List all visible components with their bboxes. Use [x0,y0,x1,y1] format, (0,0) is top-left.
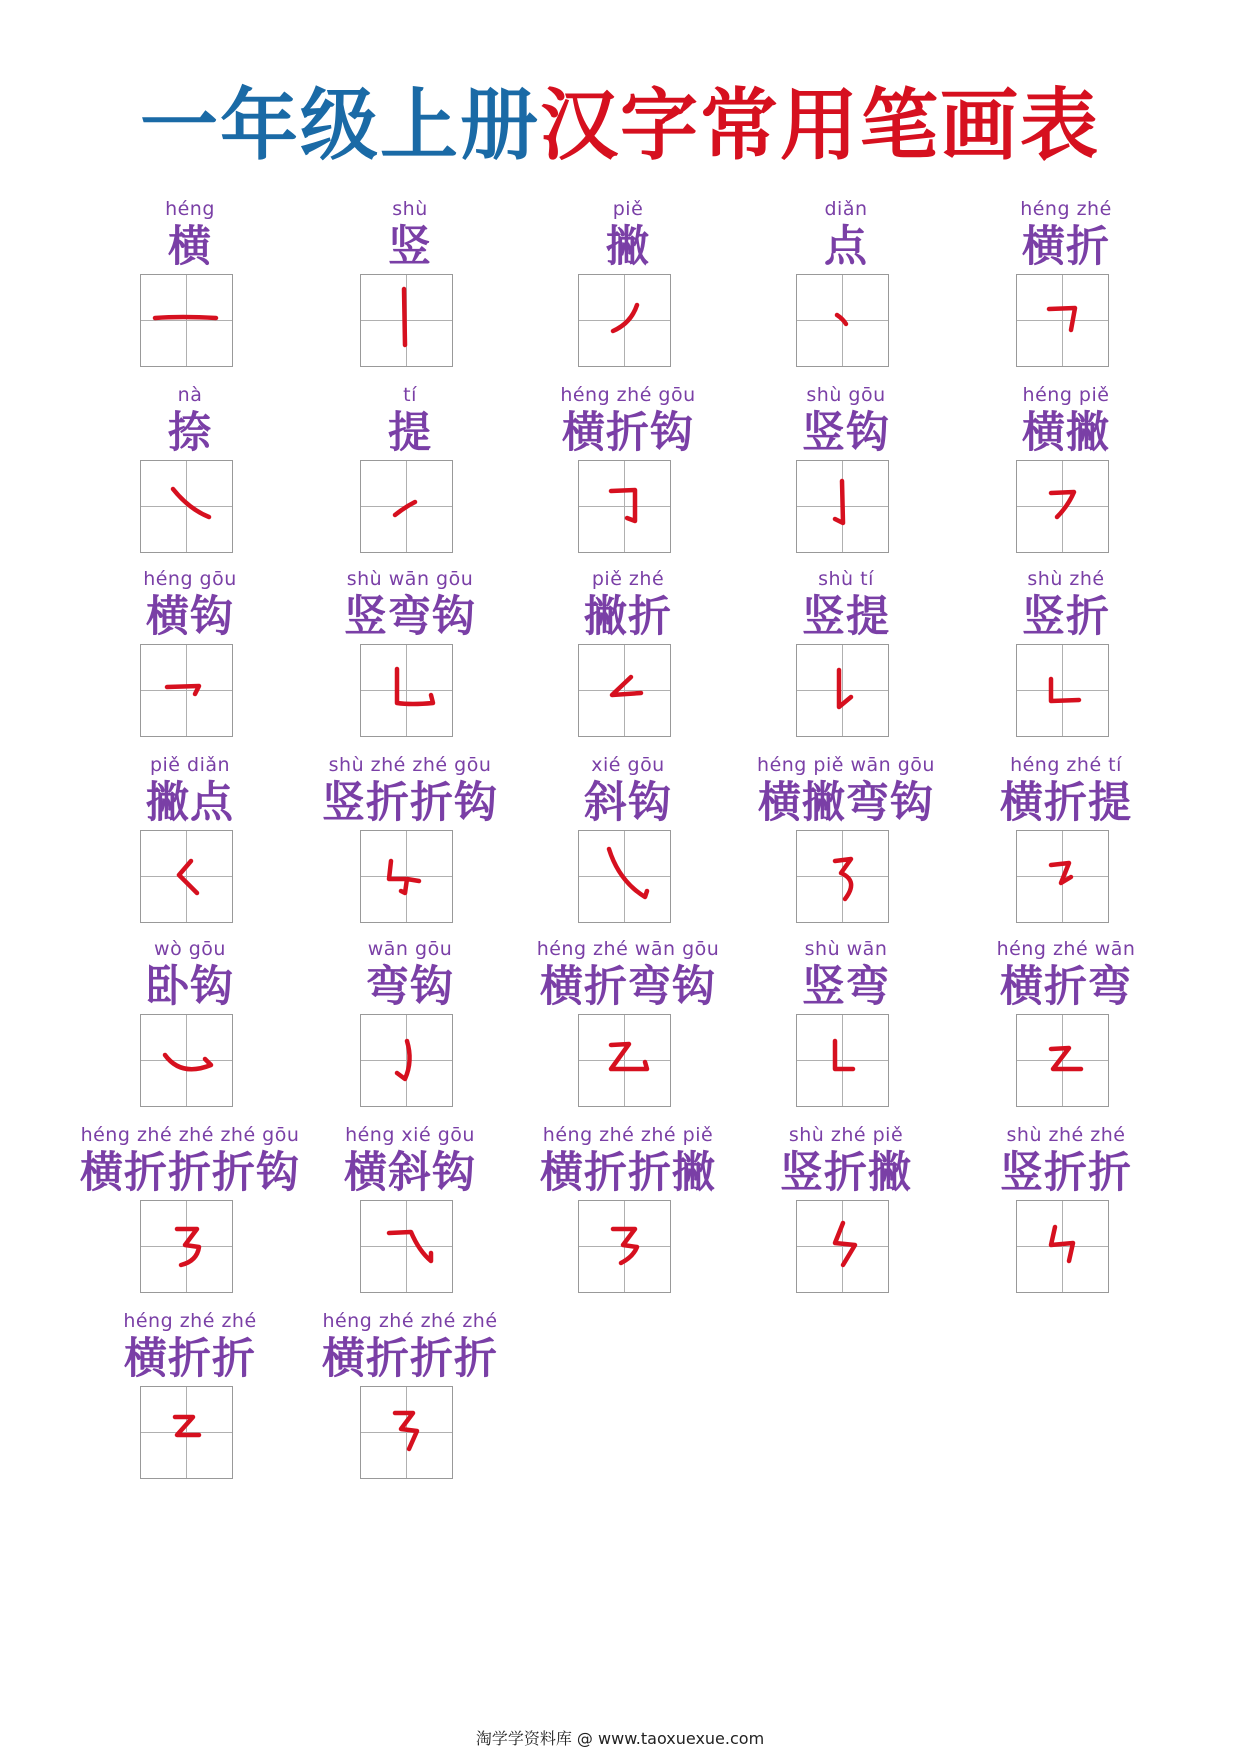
stroke-pinyin: héng [165,198,215,220]
stroke-name: 横折折撇 [540,1148,716,1198]
ti-stroke-icon [361,461,451,551]
heng-zhe-gou-stroke-icon [579,461,669,551]
tian-grid [578,830,671,923]
tian-grid [578,1014,671,1107]
stroke-name: 横钩 [146,592,234,642]
stroke-pinyin: tí [403,384,417,406]
stroke-pinyin: piě diǎn [149,754,231,776]
stroke-pinyin: wò gōu [154,938,226,960]
stroke-pinyin: héng zhé [1020,198,1112,220]
stroke-name: 弯钩 [366,962,454,1012]
heng-zhe-zhe-pie-stroke-icon [579,1201,669,1291]
stroke-cell [508,754,748,952]
stroke-pinyin: shù zhé zhé [1006,1124,1126,1146]
heng-zhe-zhe-zhe-gou-stroke-icon [141,1201,231,1291]
stroke-cell [946,198,1186,396]
stroke-cell [290,1124,530,1322]
shu-ti-stroke-icon [797,645,887,735]
stroke-cell [290,198,530,396]
stroke-name: 撇 [606,222,650,272]
tian-grid [578,644,671,737]
stroke-cell [70,1310,310,1508]
stroke-name: 卧钩 [146,962,234,1012]
stroke-cell [508,384,748,582]
stroke-name: 竖折折 [1000,1148,1132,1198]
wan-gou-stroke-icon [361,1015,451,1105]
stroke-pinyin: héng zhé zhé zhé [322,1310,498,1332]
heng-gou-stroke-icon [141,645,231,735]
stroke-cell [508,1124,748,1322]
stroke-name: 竖折 [1022,592,1110,642]
stroke-cell [290,1310,530,1508]
stroke-pinyin: héng gōu [143,568,237,590]
heng-pie-wan-gou-stroke-icon [797,831,887,921]
na-stroke-icon [141,461,231,551]
page-title [0,78,1240,174]
stroke-pinyin: héng zhé gōu [560,384,696,406]
stroke-cell [726,568,966,766]
stroke-name: 横折折 [124,1334,256,1384]
stroke-cell [946,754,1186,952]
tian-grid [796,274,889,367]
stroke-name: 横折折折 [322,1334,498,1384]
stroke-name: 斜钩 [584,778,672,828]
dian-stroke-icon [797,275,887,365]
stroke-pinyin: héng zhé wān [996,938,1136,960]
heng-zhe-ti-stroke-icon [1017,831,1107,921]
stroke-name: 竖 [388,222,432,272]
stroke-pinyin: héng zhé tí [1010,754,1122,776]
tian-grid [140,1386,233,1479]
heng-zhe-wan-stroke-icon [1017,1015,1107,1105]
wo-gou-stroke-icon [141,1015,231,1105]
stroke-cell [726,198,966,396]
stroke-pinyin: shù wān [804,938,888,960]
stroke-name: 竖弯钩 [344,592,476,642]
tian-grid [360,274,453,367]
stroke-pinyin: héng zhé wān gōu [536,938,720,960]
stroke-pinyin: nà [177,384,203,406]
stroke-cell [70,1124,310,1322]
heng-zhe-stroke-icon [1017,275,1107,365]
tian-grid [140,274,233,367]
heng-zhe-zhe-zhe-stroke-icon [361,1387,451,1477]
stroke-pinyin: piě [612,198,644,220]
stroke-cell [726,384,966,582]
stroke-name: 撇折 [584,592,672,642]
tian-grid [140,460,233,553]
shu-gou-stroke-icon [797,461,887,551]
tian-grid [360,1014,453,1107]
stroke-pinyin: héng piě wān gōu [757,754,935,776]
stroke-pinyin: diǎn [824,198,868,220]
stroke-pinyin: xié gōu [591,754,665,776]
stroke-name: 竖折折钩 [322,778,498,828]
shu-zhe-pie-stroke-icon [797,1201,887,1291]
tian-grid [360,644,453,737]
stroke-name: 竖提 [802,592,890,642]
stroke-name: 横折 [1022,222,1110,272]
stroke-name: 横折弯钩 [540,962,716,1012]
shu-zhe-stroke-icon [1017,645,1107,735]
stroke-cell [508,198,748,396]
stroke-cell [290,384,530,582]
pie-dian-stroke-icon [141,831,231,921]
stroke-name: 横斜钩 [344,1148,476,1198]
heng-xie-gou-stroke-icon [361,1201,451,1291]
stroke-name: 提 [388,408,432,458]
stroke-cell [726,1124,966,1322]
tian-grid [1016,274,1109,367]
title-part-2: 汉字常用笔画表 [540,81,1101,171]
stroke-cell [946,568,1186,766]
tian-grid [140,1200,233,1293]
stroke-pinyin: héng piě [1022,384,1110,406]
title-part-1: 一年级上册 [139,81,540,171]
stroke-cell [290,754,530,952]
stroke-cell [946,1124,1186,1322]
stroke-pinyin: shù zhé zhé gōu [328,754,492,776]
tian-grid [360,460,453,553]
tian-grid [1016,460,1109,553]
stroke-cell [70,198,310,396]
stroke-name: 点 [824,222,868,272]
stroke-pinyin: héng zhé zhé zhé gōu [80,1124,300,1146]
tian-grid [796,830,889,923]
stroke-pinyin: shù gōu [806,384,886,406]
tian-grid [1016,644,1109,737]
heng-stroke-icon [141,275,231,365]
stroke-cell [726,754,966,952]
stroke-cell [70,384,310,582]
shu-wan-gou-stroke-icon [361,645,451,735]
stroke-name: 横折折折钩 [80,1148,300,1198]
tian-grid [578,274,671,367]
stroke-cell [70,754,310,952]
shu-wan-stroke-icon [797,1015,887,1105]
tian-grid [796,460,889,553]
tian-grid [1016,830,1109,923]
stroke-pinyin: shù tí [818,568,874,590]
tian-grid [360,1386,453,1479]
stroke-name: 横折提 [1000,778,1132,828]
stroke-cell [290,568,530,766]
heng-pie-stroke-icon [1017,461,1107,551]
stroke-cell [508,568,748,766]
stroke-name: 竖弯 [802,962,890,1012]
stroke-name: 横折钩 [562,408,694,458]
xie-gou-stroke-icon [579,831,669,921]
stroke-pinyin: shù wān gōu [346,568,474,590]
shu-stroke-icon [361,275,451,365]
tian-grid [360,830,453,923]
stroke-cell [946,384,1186,582]
footer-watermark: 淘学学资料库 @ www.taoxuexue.com [475,1729,765,1748]
stroke-pinyin: héng xié gōu [345,1124,475,1146]
stroke-cell [70,568,310,766]
stroke-pinyin: wān gōu [367,938,453,960]
stroke-name: 撇点 [146,778,234,828]
tian-grid [796,1200,889,1293]
tian-grid [140,644,233,737]
stroke-name: 横折弯 [1000,962,1132,1012]
stroke-name: 横 [168,222,212,272]
pie-stroke-icon [579,275,669,365]
heng-zhe-wan-gou-stroke-icon [579,1015,669,1105]
tian-grid [796,1014,889,1107]
heng-zhe-zhe-stroke-icon [141,1387,231,1477]
stroke-pinyin: piě zhé [591,568,665,590]
stroke-name: 横撇 [1022,408,1110,458]
stroke-pinyin: héng zhé zhé [123,1310,257,1332]
pie-zhe-stroke-icon [579,645,669,735]
tian-grid [140,830,233,923]
tian-grid [578,1200,671,1293]
stroke-cell [290,938,530,1136]
stroke-pinyin: shù [392,198,428,220]
tian-grid [360,1200,453,1293]
stroke-pinyin: shù zhé piě [788,1124,904,1146]
stroke-cell [946,938,1186,1136]
stroke-name: 竖折撇 [780,1148,912,1198]
stroke-pinyin: shù zhé [1027,568,1105,590]
tian-grid [578,460,671,553]
tian-grid [140,1014,233,1107]
shu-zhe-zhe-gou-stroke-icon [361,831,451,921]
stroke-name: 横撇弯钩 [758,778,934,828]
stroke-name: 捺 [168,408,212,458]
tian-grid [1016,1200,1109,1293]
stroke-name: 竖钩 [802,408,890,458]
stroke-cell [726,938,966,1136]
shu-zhe-zhe-stroke-icon [1017,1201,1107,1291]
stroke-cell [508,938,748,1136]
tian-grid [1016,1014,1109,1107]
stroke-pinyin: héng zhé zhé piě [542,1124,714,1146]
tian-grid [796,644,889,737]
stroke-cell [70,938,310,1136]
